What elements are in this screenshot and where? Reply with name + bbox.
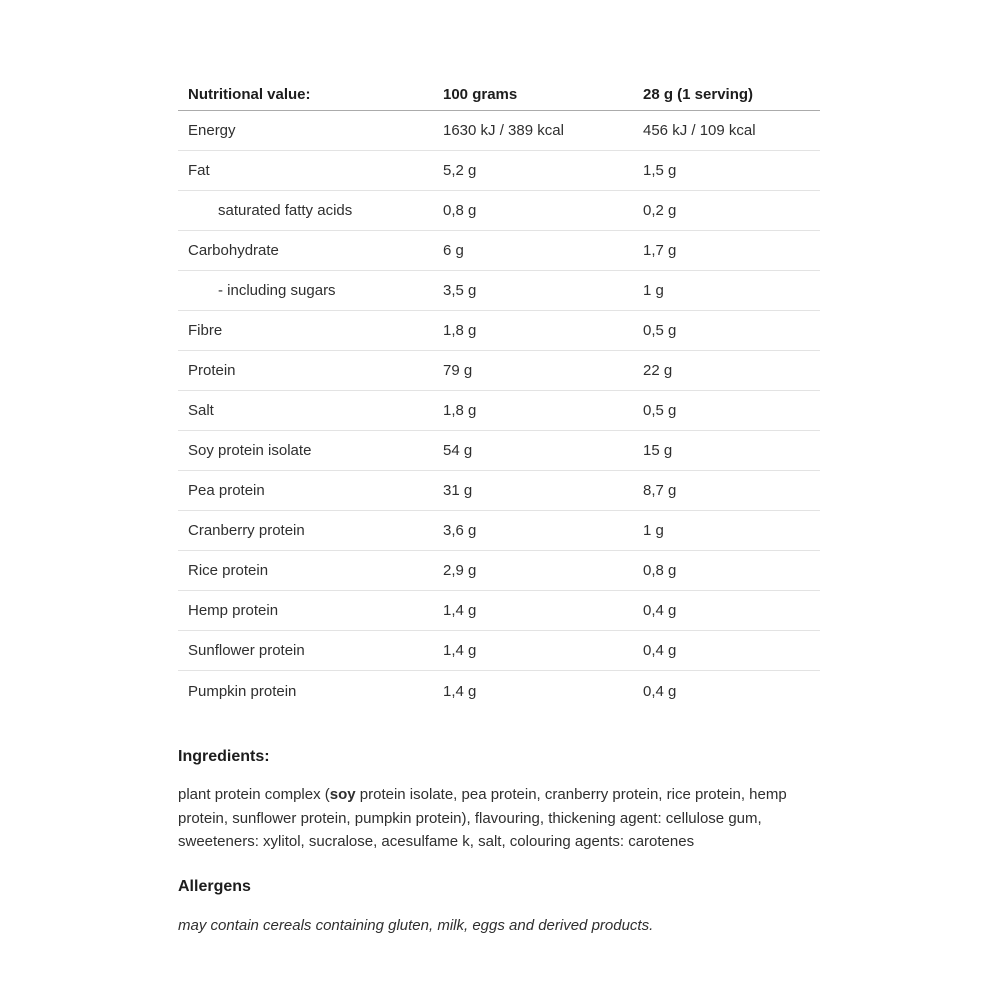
nutrient-label: Soy protein isolate xyxy=(188,442,312,459)
nutrient-label: Hemp protein xyxy=(188,602,279,619)
nutrient-label: Rice protein xyxy=(188,562,269,579)
nutrient-label: saturated fatty acids xyxy=(218,202,353,219)
nutrient-label: Salt xyxy=(188,402,214,419)
nutrition-table-header-row xyxy=(178,78,820,111)
nutrient-value-per100: 1,4 g xyxy=(443,682,477,700)
nutrient-value-per-serving: 0,5 g xyxy=(643,322,677,339)
nutrient-value-per-serving: 1,5 g xyxy=(643,162,677,179)
nutrient-value-per-serving: 22 g xyxy=(643,362,673,379)
nutrition-header-label: Nutritional value: xyxy=(188,85,311,103)
nutrient-value-per-serving: 0,8 g xyxy=(643,562,677,579)
nutrient-label: Cranberry protein xyxy=(188,522,305,539)
nutrition-table-row xyxy=(178,151,820,191)
allergens-text: may contain cereals containing gluten, milk, eggs and derived products. xyxy=(178,916,654,934)
ingredients-text xyxy=(178,783,820,854)
nutrition-table-row xyxy=(178,311,820,351)
nutrient-value-per-serving: 456 kJ / 109 kcal xyxy=(643,122,756,139)
ingredients-heading: Ingredients: xyxy=(178,748,270,765)
nutrition-header-per-serving: 28 g (1 serving) xyxy=(643,85,754,103)
nutrition-table-row xyxy=(178,111,820,151)
nutrient-value-per100: 1,8 g xyxy=(443,322,477,339)
nutrient-value-per100: 3,5 g xyxy=(443,282,477,299)
nutrition-header-per100: 100 grams xyxy=(443,85,518,103)
nutrient-value-per100: 1,4 g xyxy=(443,642,477,659)
nutrition-table-row xyxy=(178,271,820,311)
nutrient-value-per-serving: 0,4 g xyxy=(643,682,677,700)
nutrient-value-per100: 6 g xyxy=(443,242,464,259)
nutrient-value-per-serving: 0,2 g xyxy=(643,202,677,219)
nutrient-value-per-serving: 8,7 g xyxy=(643,482,677,499)
nutrition-table-row xyxy=(178,511,820,551)
nutrient-label: Pea protein xyxy=(188,482,265,499)
nutrient-value-per100: 54 g xyxy=(443,442,473,459)
nutrient-label: Protein xyxy=(188,362,236,379)
nutrient-label: Sunflower protein xyxy=(188,642,305,659)
nutrient-label: Fat xyxy=(188,162,210,179)
nutrient-label: Fibre xyxy=(188,322,223,339)
nutrient-value-per-serving: 1,7 g xyxy=(643,242,677,259)
nutrition-table-row xyxy=(178,431,820,471)
nutrition-table-row xyxy=(178,671,820,711)
nutrient-value-per100: 1,4 g xyxy=(443,602,477,619)
nutrient-value-per-serving: 15 g xyxy=(643,442,673,459)
nutrition-table xyxy=(178,78,820,711)
nutrient-value-per100: 31 g xyxy=(443,482,473,499)
nutrient-value-per100: 2,9 g xyxy=(443,562,477,579)
nutrient-label: Pumpkin protein xyxy=(188,682,297,700)
nutrition-table-row xyxy=(178,191,820,231)
nutrient-value-per100: 0,8 g xyxy=(443,202,477,219)
nutrition-table-row xyxy=(178,471,820,511)
allergens-heading: Allergens xyxy=(178,877,251,895)
ingredients-text-after: protein isolate, pea protein, cranberry protein, rice protein, hemp protein, sunflower protein, pumpkin protein), flavouring, thickening agent: cellulose gum, sweeteners: xylitol, sucralose, acesulfame k, salt, colouring agents: carotenes xyxy=(178,786,787,850)
nutrient-value-per100: 1630 kJ / 389 kcal xyxy=(443,122,564,139)
nutrition-table-row xyxy=(178,231,820,271)
nutrient-label: - including sugars xyxy=(218,282,336,299)
nutrition-table-row xyxy=(178,391,820,431)
nutrient-value-per-serving: 0,4 g xyxy=(643,642,677,659)
nutrient-label: Energy xyxy=(188,122,236,139)
nutrient-value-per-serving: 0,5 g xyxy=(643,402,677,419)
nutrition-table-row xyxy=(178,591,820,631)
nutrient-value-per-serving: 0,4 g xyxy=(643,602,677,619)
nutrient-value-per-serving: 1 g xyxy=(643,522,664,539)
nutrition-table-row xyxy=(178,351,820,391)
nutrient-value-per100: 79 g xyxy=(443,362,473,379)
ingredients-bold-word: soy xyxy=(329,786,356,803)
nutrition-table-row xyxy=(178,631,820,671)
nutrient-label: Carbohydrate xyxy=(188,242,279,259)
nutrient-value-per100: 5,2 g xyxy=(443,162,477,179)
product-nutrition-section xyxy=(178,78,820,937)
nutrition-table-row xyxy=(178,551,820,591)
nutrient-value-per-serving: 1 g xyxy=(643,282,664,299)
nutrient-value-per100: 1,8 g xyxy=(443,402,477,419)
ingredients-text-before: plant protein complex ( xyxy=(178,786,330,803)
nutrient-value-per100: 3,6 g xyxy=(443,522,477,539)
